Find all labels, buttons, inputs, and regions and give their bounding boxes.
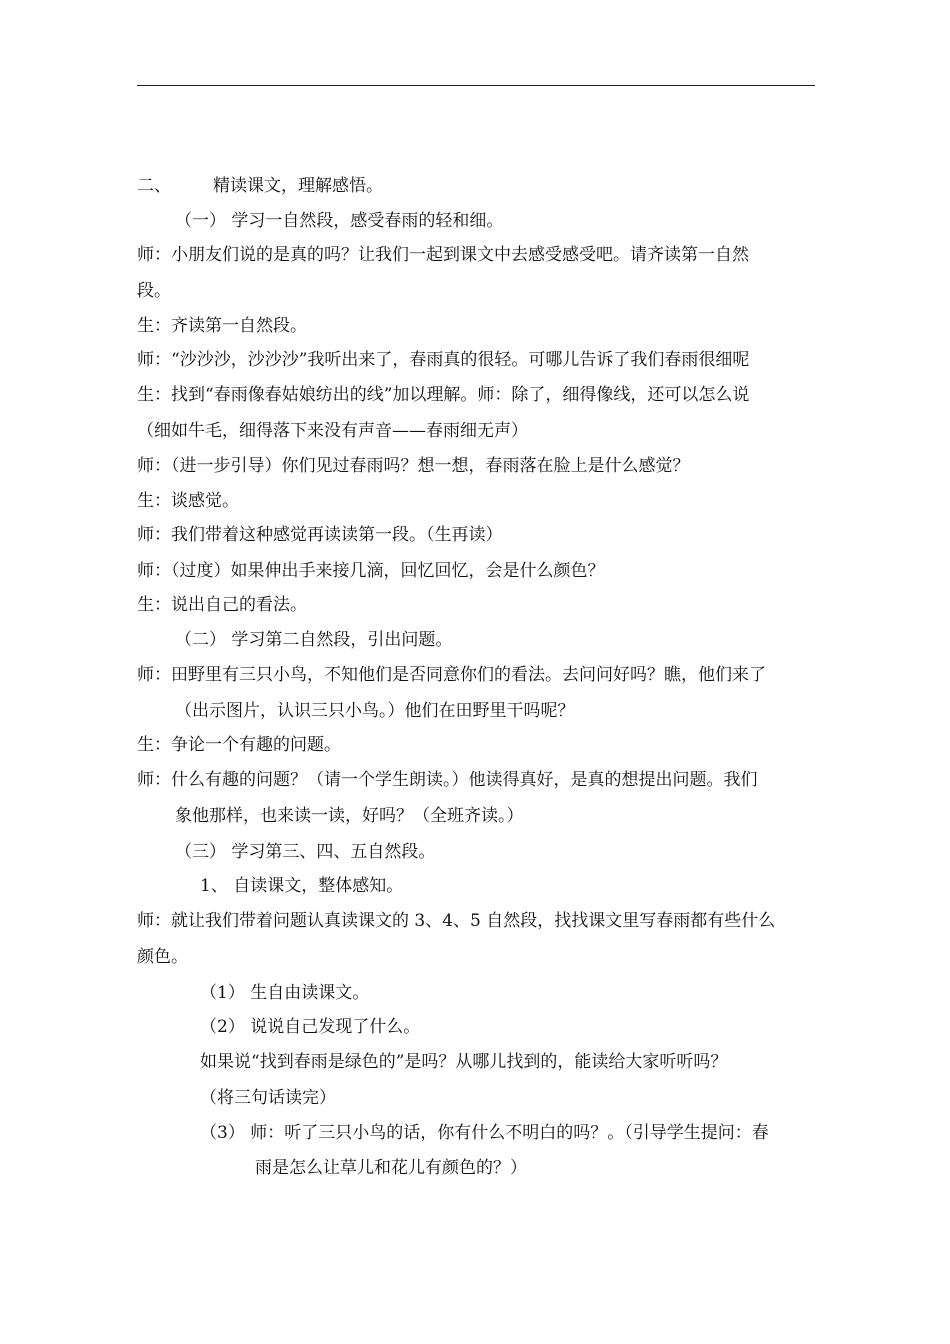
paragraph-line: 师：我们带着这种感觉再读读第一段。（生再读）	[137, 525, 503, 545]
paragraph-line: 雨是怎么让草儿和花儿有颜色的？）	[255, 1158, 527, 1178]
paragraph-line: （将三句话读完）	[200, 1088, 336, 1108]
paragraph-line: 师：（进一步引导）你们见过春雨吗？想一想，春雨落在脸上是什么感觉？	[137, 456, 690, 476]
paragraph-line: 师：什么有趣的问题？（请一个学生朗读。）他读得真好，是真的想提出问题。我们	[137, 770, 758, 790]
paragraph-line: （出示图片，认识三只小鸟。）他们在田野里干吗呢？	[175, 701, 575, 721]
paragraph-line: 生：争论一个有趣的问题。	[137, 735, 341, 755]
list-item: （1） 生自由读课文。	[200, 983, 370, 1003]
subsection-heading-3: （三） 学习第三、四、五自然段。	[175, 842, 436, 862]
paragraph-line: 师：就让我们带着问题认真读课文的 3、4、5 自然段，找找课文里写春雨都有些什么	[137, 911, 776, 931]
subsection-heading-2: （二） 学习第二自然段，引出问题。	[175, 630, 453, 650]
paragraph-line: 师：（过度）如果伸出手来接几滴，回忆回忆，会是什么颜色？	[137, 561, 605, 581]
paragraph-line: 生：谈感觉。	[137, 491, 239, 511]
header-rule	[137, 85, 815, 86]
paragraph-line: 象他那样，也来读一读，好吗？（全班齐读。）	[175, 806, 524, 826]
paragraph-line: 师：田野里有三只小鸟，不知他们是否同意你们的看法。去问问好吗？瞧，他们来了	[137, 665, 766, 685]
section-title: 精读课文，理解感悟。	[213, 176, 383, 196]
section-heading	[137, 175, 383, 197]
paragraph-line: 师：“沙沙沙，沙沙沙”我听出来了，春雨真的很轻。可哪儿告诉了我们春雨很细呢	[137, 350, 750, 370]
list-item: （3） 师：听了三只小鸟的话，你有什么不明白的吗？。（引导学生提问：春	[200, 1123, 769, 1143]
section-number: 二、	[137, 176, 171, 196]
subsection-heading-1: （一） 学习一自然段，感受春雨的轻和细。	[175, 211, 504, 231]
paragraph-line: 师：小朋友们说的是真的吗？让我们一起到课文中去感受感受吧。请齐读第一自然	[137, 245, 749, 265]
paragraph-line: 段。	[137, 281, 171, 301]
paragraph-line: 生：找到“春雨像春姑娘纺出的线”加以理解。师：除了，细得像线，还可以怎么说	[137, 385, 750, 405]
paragraph-line: （细如牛毛，细得落下来没有声音——春雨细无声）	[137, 421, 528, 441]
paragraph-line: 如果说“找到春雨是绿色的”是吗？从哪儿找到的，能读给大家听听吗？	[200, 1052, 728, 1072]
paragraph-line: 生：说出自己的看法。	[137, 595, 307, 615]
list-item-heading: 1、 自读课文，整体感知。	[200, 876, 404, 896]
paragraph-line: 颜色。	[137, 947, 188, 967]
paragraph-line: 生：齐读第一自然段。	[137, 316, 307, 336]
list-item: （2） 说说自己发现了什么。	[200, 1017, 421, 1037]
